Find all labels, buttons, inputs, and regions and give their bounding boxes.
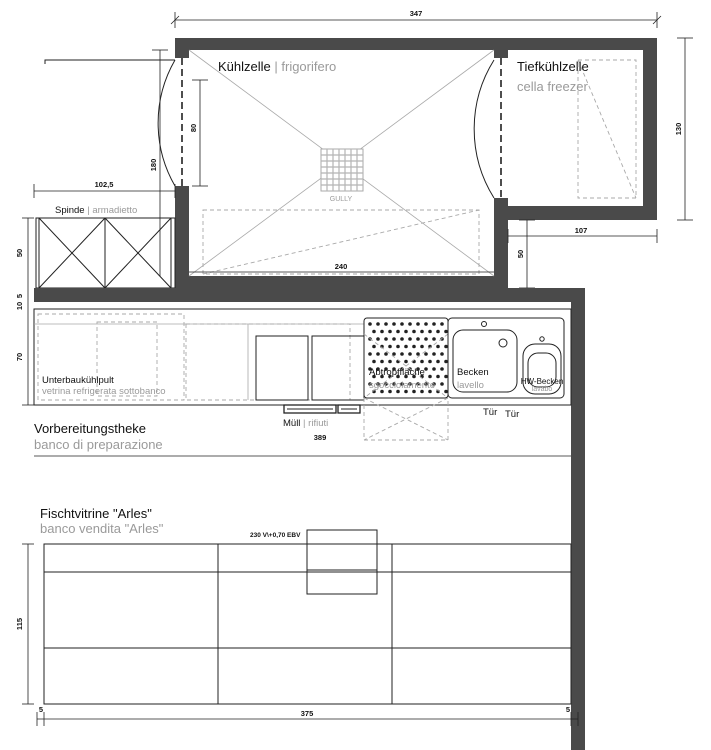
freezer-room-subtitle: cella freezer bbox=[517, 79, 588, 94]
dim-80: 80 bbox=[189, 123, 198, 133]
dimension-freezer-step bbox=[516, 220, 535, 288]
power-socket-label: 230 V\+0,70 EBV bbox=[250, 532, 301, 539]
cold-room-title: Kühlzelle | frigorifero bbox=[218, 59, 337, 74]
dimension-freezer-depth bbox=[674, 38, 693, 220]
lockers bbox=[36, 205, 175, 288]
dimension-counter-depth bbox=[15, 310, 34, 405]
waste-bins bbox=[283, 405, 360, 429]
dimension-overall-width bbox=[171, 9, 661, 28]
display-subtitle: banco vendita "Arles" bbox=[40, 521, 164, 536]
dim-10: 10 bbox=[15, 301, 24, 311]
dimension-coldroom-depth bbox=[149, 50, 168, 276]
dimension-door-height bbox=[189, 80, 208, 186]
dim-5-right: 5 bbox=[565, 705, 571, 714]
drain-label-it: sgocciolamento bbox=[369, 380, 436, 391]
prep-counter-title: Vorbereitungstheke bbox=[34, 421, 147, 436]
drain-surface bbox=[364, 318, 448, 440]
gully-grate bbox=[321, 149, 363, 203]
dimension-freezer-width bbox=[508, 226, 657, 243]
dim-50-left: 50 bbox=[15, 248, 24, 258]
basin-label: Becken bbox=[457, 367, 489, 378]
hand-basin-label: HW-Becken bbox=[520, 377, 564, 386]
display-title: Fischtvitrine "Arles" bbox=[40, 506, 152, 521]
door-label-1: Tür bbox=[483, 407, 498, 418]
lockers-label: Spinde | armadietto bbox=[55, 205, 138, 216]
prep-counter-subtitle: banco di preparazione bbox=[34, 437, 163, 452]
undercounter-label-it: vetrina refrigerata sottobanco bbox=[42, 386, 166, 397]
dim-102-5: 102,5 bbox=[94, 180, 114, 189]
undercounter-label: Unterbaukühlpult bbox=[42, 375, 114, 386]
dim-389: 389 bbox=[313, 433, 327, 442]
dim-50-right: 50 bbox=[516, 249, 525, 259]
dim-115: 115 bbox=[15, 617, 24, 631]
dimension-door-offset bbox=[34, 180, 175, 198]
gully-label: GULLY bbox=[329, 196, 353, 203]
dimension-display-depth bbox=[15, 544, 34, 704]
door-label-2: Tür bbox=[505, 409, 520, 420]
dimension-locker-depth bbox=[15, 218, 34, 288]
freezer-room-title: Tiefkühlzelle bbox=[517, 59, 589, 74]
dim-375: 375 bbox=[300, 709, 314, 718]
dim-5-left: 5 bbox=[38, 705, 44, 714]
dim-347: 347 bbox=[409, 9, 423, 18]
dim-180: 180 bbox=[149, 158, 158, 172]
basin-label-it: lavello bbox=[457, 380, 484, 391]
freezer-shelf bbox=[578, 60, 636, 198]
waste-label: Müll | rifiuti bbox=[283, 418, 329, 429]
dim-240: 240 bbox=[334, 262, 348, 271]
door-swing-freezer bbox=[474, 60, 494, 198]
fish-display bbox=[44, 530, 571, 704]
dimension-coldroom-width bbox=[189, 262, 494, 272]
dim-5: 5 bbox=[15, 293, 24, 299]
hand-wash-basin bbox=[521, 337, 564, 394]
dimension-display-length bbox=[37, 705, 578, 726]
dim-130: 130 bbox=[674, 122, 683, 136]
drain-label: Abtropffläche bbox=[369, 367, 425, 378]
dim-107: 107 bbox=[574, 226, 588, 235]
dim-70: 70 bbox=[15, 352, 24, 362]
dimension-wall-thickness bbox=[15, 288, 28, 310]
hand-basin-label-it: lavabo bbox=[531, 386, 553, 393]
